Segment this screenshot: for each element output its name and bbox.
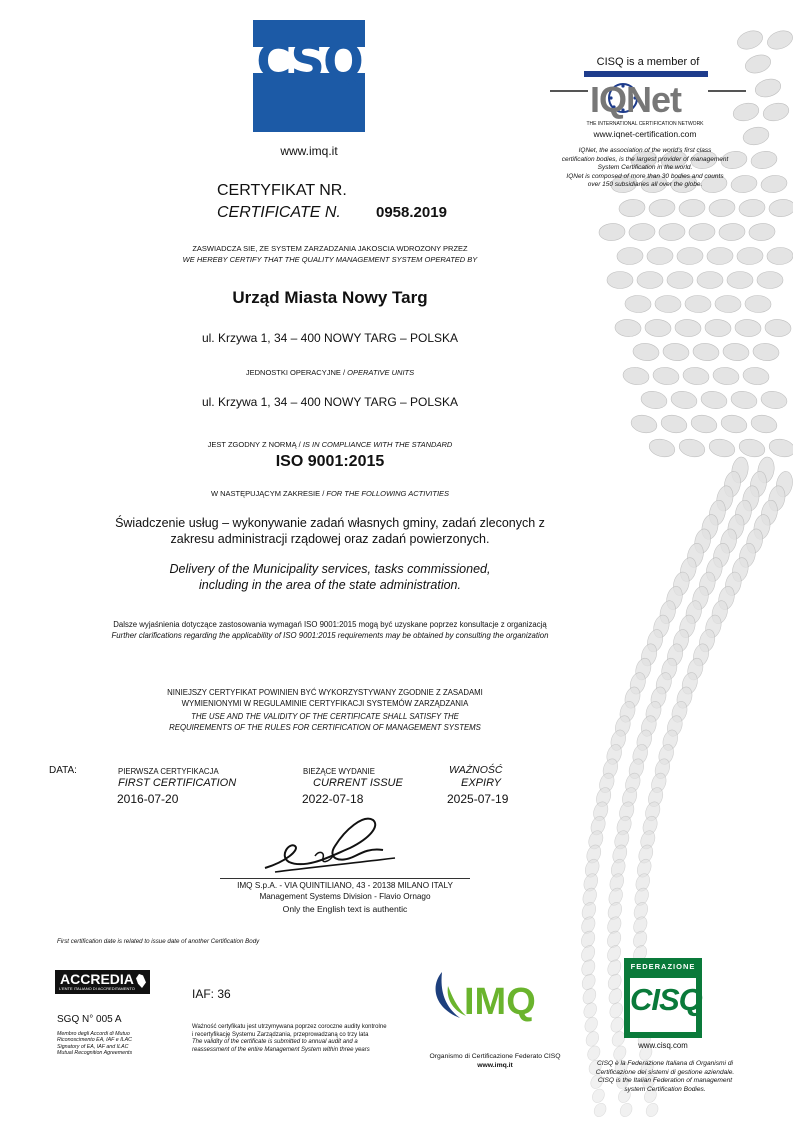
current-issue-en: CURRENT ISSUE	[313, 777, 403, 789]
imq-website: www.imq.it	[280, 144, 338, 158]
first-certification-date: 2016-07-20	[117, 792, 179, 806]
imq-caption-web: www.imq.it	[477, 1062, 513, 1069]
accredia-logo: ACCREDIA L'ENTE ITALIANO DI ACCREDITAMENTO	[55, 970, 150, 994]
signature-division: Management Systems Division - Flavio Ornago	[259, 892, 431, 901]
first-certification-pl: PIERWSZA CERTYFIKACJA	[118, 767, 219, 776]
iqnet-network: THE INTERNATIONAL CERTIFICATION NETWORK	[586, 121, 704, 127]
certificate-title-pl: CERTYFIKAT NR.	[217, 182, 347, 199]
current-issue-date: 2022-07-18	[302, 792, 364, 806]
unit-address: ul. Krzywa 1, 34 – 400 NOWY TARG – POLSKA	[201, 395, 459, 409]
signature-image	[255, 812, 405, 877]
iqnet-website: www.iqnet-certification.com	[593, 129, 697, 139]
activities-pl: Świadczenie usług – wykonywanie zadań własnych gminy, zadań zleconych z zakresu administracji rządowej oraz zadań powierzonych.	[115, 516, 545, 546]
compliance-label: JEST ZGODNY Z NORMĄ / IS IN COMPLIANCE WITH THE STANDARD	[207, 440, 453, 449]
iqnet-description: IQNet, the association of the world's first class certification bodies, is the largest provider of management System Certification in the world. IQNet is composed of more than 30 bodies and counts over 150 subsidiaries all over the globe.	[561, 147, 729, 188]
iqnet-logo	[548, 78, 748, 120]
organization-address: ul. Krzywa 1, 34 – 400 NOWY TARG – POLSKA	[201, 331, 459, 345]
activities-en: Delivery of the Municipality services, tasks commissioned, including in the area of the state administration.	[169, 562, 491, 592]
validity-rules-en: THE USE AND THE VALIDITY OF THE CERTIFICATE SHALL SATISFY THE REQUIREMENTS OF THE RULES FOR CERTIFICATION OF MANAGEMENT SYSTEMS	[169, 712, 481, 732]
authentic-text-note: Only the English text is authentic	[282, 904, 408, 914]
certify-pl: ZASWIADCZA SIE, ZE SYSTEM ZARZADZANIA JAKOSCIA WDROZONY PRZEZ	[192, 244, 468, 253]
iqnet-bar	[584, 71, 708, 77]
iaf-code: IAF: 36	[192, 987, 231, 1001]
first-certification-note: First certification date is related to issue date of another Certification Body	[57, 938, 260, 945]
organization-name: Urząd Miasta Nowy Targ	[232, 288, 428, 307]
imq-logo-text: IMQ	[464, 981, 536, 1023]
imq-logo	[430, 966, 560, 1030]
first-certification-en: FIRST CERTIFICATION	[118, 777, 237, 789]
validity-maintenance-note: Ważność certyfikatu jest utrzymywana poprzez coroczne audity kontrolne i recertyfikację Systemu Zarządzania, przeprowadzaną co trzy lata The validity of the certificate is submitted to annual audit and a reassessment of the entire Management System within three years	[192, 1024, 387, 1053]
further-clarifications-en: Further clarifications regarding the applicability of ISO 9001:2015 requirements may be obtained by consulting the organization	[111, 631, 549, 640]
federazione-cisq-logo: FEDERAZIONE CISQ	[624, 958, 702, 1038]
expiry-date: 2025-07-19	[447, 792, 509, 806]
signature-line	[220, 878, 470, 879]
expiry-en: EXPIRY	[461, 777, 501, 789]
iqnet-logo-text: IQNet	[590, 79, 682, 120]
iqnet-member-label: CISQ is a member of	[596, 56, 700, 68]
signature-company: IMQ S.p.A. - VIA QUINTILIANO, 43 - 20138 MILANO ITALY	[237, 881, 453, 890]
certificate-number: 0958.2019	[376, 204, 447, 221]
certify-en: WE HEREBY CERTIFY THAT THE QUALITY MANAGEMENT SYSTEM OPERATED BY	[182, 255, 478, 264]
cisq-website: www.cisq.com	[638, 1041, 688, 1050]
imq-caption: Organismo di Certificazione Federato CISQ	[429, 1053, 561, 1060]
dates-label: DATA:	[49, 765, 77, 776]
mra-note: Membro degli Accordi di Mutuo Riconoscimento EA, IAF e ILAC Signatory of EA, IAF and ILAC Mutual Recognition Agreements	[57, 1031, 133, 1056]
csq-logo: CSQ	[253, 20, 365, 132]
sgq-number: SGQ N° 005 A	[57, 1014, 122, 1025]
cisq-description: CISQ è la Federazione Italiana di Organismi di Certificazione dei sistemi di gestione aziendale. CISQ is the Italian Federation of management system Certification Bodies.	[595, 1060, 735, 1093]
further-clarifications-pl: Dalsze wyjaśnienia dotyczące zastosowania wymagań ISO 9001:2015 mogą być uzyskane poprzez konsultacje z organizacją	[113, 620, 547, 629]
scope-label: W NASTĘPUJĄCYM ZAKRESIE / FOR THE FOLLOWING ACTIVITIES	[210, 489, 450, 498]
standard-name: ISO 9001:2015	[275, 453, 385, 470]
validity-rules-pl: NINIEJSZY CERTYFIKAT POWINIEN BYĆ WYKORZYSTYWANY ZGODNIE Z ZASADAMI WYMIENIONYMI W REGULAMINIE CERTYFIKACJI SYSTEMÓW ZARZĄDZANIA	[167, 688, 483, 708]
operative-units-label: JEDNOSTKI OPERACYJNE / OPERATIVE UNITS	[245, 368, 415, 377]
certificate-title-en: CERTIFICATE N.	[217, 204, 341, 221]
expiry-pl: WAŻNOŚĆ	[449, 764, 503, 776]
current-issue-pl: BIEŻĄCE WYDANIE	[303, 767, 375, 776]
